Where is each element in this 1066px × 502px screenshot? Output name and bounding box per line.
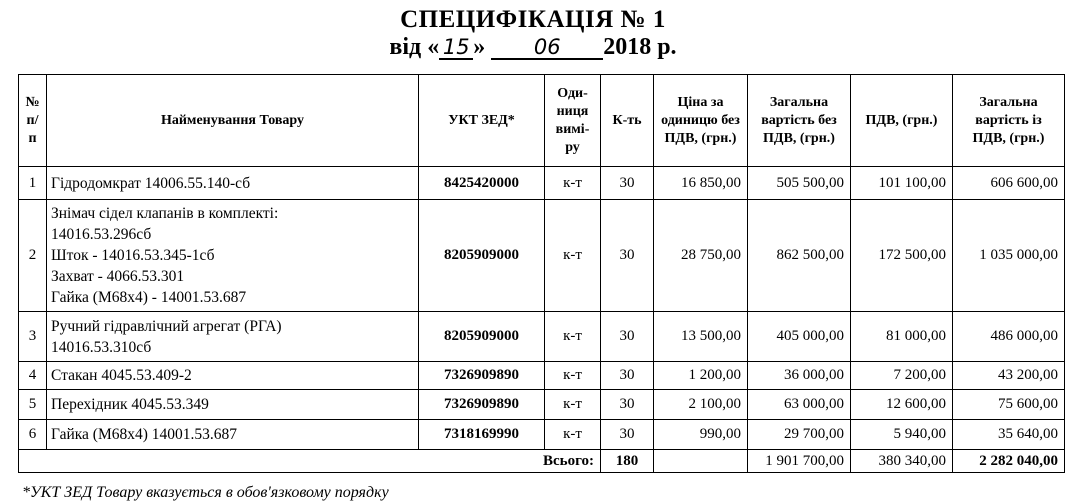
product-name [47, 362, 419, 390]
quantity: 30 [601, 200, 654, 312]
table-row [19, 312, 1065, 362]
product-name-line: Захват - 4066.53.301 [51, 268, 185, 285]
product-name-line: Гайка (М68х4) - 14001.53.687 [51, 289, 247, 306]
header-total-no-vat: Загальна вартість без ПДВ, (грн.) [748, 75, 851, 167]
document-date-line [0, 34, 1066, 61]
totals-total-vat: 2 282 040,00 [953, 450, 1065, 473]
total-no-vat: 505 500,00 [748, 167, 851, 200]
product-name-line: Стакан 4045.53.409-2 [51, 367, 192, 384]
unit-price: 1 200,00 [654, 362, 748, 390]
date-year: 2018 р. [603, 34, 677, 60]
product-name-line: Ручний гідравлічний агрегат (РГА) [51, 317, 282, 335]
row-number: 4 [19, 362, 47, 390]
row-number: 3 [19, 312, 47, 362]
total-with-vat: 1 035 000,00 [953, 200, 1065, 312]
totals-vat: 380 340,00 [851, 450, 953, 473]
total-with-vat: 75 600,00 [953, 390, 1065, 420]
product-name [47, 200, 419, 312]
vat-amount: 172 500,00 [851, 200, 953, 312]
date-day-handwritten: 15 [439, 36, 473, 60]
date-prefix: від « [389, 34, 440, 60]
vat-amount: 7 200,00 [851, 362, 953, 390]
product-name-line: Гайка (М68х4) 14001.53.687 [51, 426, 238, 443]
unit-price: 28 750,00 [654, 200, 748, 312]
unit: к-т [545, 390, 601, 420]
unit: к-т [545, 200, 601, 312]
unit-price: 16 850,00 [654, 167, 748, 200]
date-month-handwritten: 06 [491, 36, 603, 60]
total-no-vat: 36 000,00 [748, 362, 851, 390]
vat-amount: 101 100,00 [851, 167, 953, 200]
total-no-vat: 405 000,00 [748, 312, 851, 362]
quantity: 30 [601, 390, 654, 420]
uktzed-code: 7326909890 [419, 362, 545, 390]
totals-label: Всього: [19, 450, 601, 473]
vat-amount: 12 600,00 [851, 390, 953, 420]
quantity: 30 [601, 420, 654, 450]
totals-price-empty [654, 450, 748, 473]
header-qty: К-ть [601, 75, 654, 167]
uktzed-code: 8205909000 [419, 312, 545, 362]
vat-amount: 81 000,00 [851, 312, 953, 362]
table-row [19, 362, 1065, 390]
table-row [19, 390, 1065, 420]
totals-qty: 180 [601, 450, 654, 473]
total-with-vat: 606 600,00 [953, 167, 1065, 200]
vat-amount: 5 940,00 [851, 420, 953, 450]
footnote: *УКТ ЗЕД Товару вказується в обов'язковому порядку [22, 484, 389, 501]
table-row [19, 420, 1065, 450]
total-no-vat: 63 000,00 [748, 390, 851, 420]
quantity: 30 [601, 312, 654, 362]
unit-price: 2 100,00 [654, 390, 748, 420]
total-with-vat: 486 000,00 [953, 312, 1065, 362]
table-row [19, 200, 1065, 312]
quantity: 30 [601, 167, 654, 200]
total-with-vat: 35 640,00 [953, 420, 1065, 450]
quantity: 30 [601, 362, 654, 390]
specification-table [18, 74, 1065, 473]
header-no: № п/п [19, 75, 47, 167]
row-number: 6 [19, 420, 47, 450]
header-price: Ціна за одиницю без ПДВ, (грн.) [654, 75, 748, 167]
uktzed-code: 8425420000 [419, 167, 545, 200]
product-name-line: Знімач сідел клапанів в комплекті: [51, 205, 279, 222]
unit: к-т [545, 312, 601, 362]
header-name: Найменування Товару [47, 75, 419, 167]
unit: к-т [545, 420, 601, 450]
product-name-line: 14016.53.310сб [51, 338, 152, 356]
unit-price: 13 500,00 [654, 312, 748, 362]
row-number: 5 [19, 390, 47, 420]
table-header-row [19, 75, 1065, 167]
uktzed-code: 8205909000 [419, 200, 545, 312]
header-total-vat: Загальна вартість із ПДВ, (грн.) [953, 75, 1065, 167]
date-mid: » [473, 34, 486, 60]
product-name [47, 167, 419, 200]
document-title: СПЕЦИФІКАЦІЯ № 1 [400, 6, 666, 33]
product-name [47, 312, 419, 362]
total-no-vat: 862 500,00 [748, 200, 851, 312]
product-name [47, 390, 419, 420]
product-name-line: Перехідник 4045.53.349 [51, 396, 209, 413]
unit: к-т [545, 167, 601, 200]
header-code: УКТ ЗЕД* [419, 75, 545, 167]
unit-price: 990,00 [654, 420, 748, 450]
total-with-vat: 43 200,00 [953, 362, 1065, 390]
uktzed-code: 7326909890 [419, 390, 545, 420]
totals-total-no-vat: 1 901 700,00 [748, 450, 851, 473]
header-vat: ПДВ, (грн.) [851, 75, 953, 167]
product-name-line: Шток - 14016.53.345-1сб [51, 247, 215, 264]
row-number: 2 [19, 200, 47, 312]
total-no-vat: 29 700,00 [748, 420, 851, 450]
product-name-line: Гідродомкрат 14006.55.140-сб [51, 174, 251, 192]
unit: к-т [545, 362, 601, 390]
header-unit: Оди-ниця вимі-ру [545, 75, 601, 167]
totals-row [19, 450, 1065, 473]
uktzed-code: 7318169990 [419, 420, 545, 450]
row-number: 1 [19, 167, 47, 200]
table-row [19, 167, 1065, 200]
product-name [47, 420, 419, 450]
product-name-line: 14016.53.296сб [51, 226, 152, 243]
